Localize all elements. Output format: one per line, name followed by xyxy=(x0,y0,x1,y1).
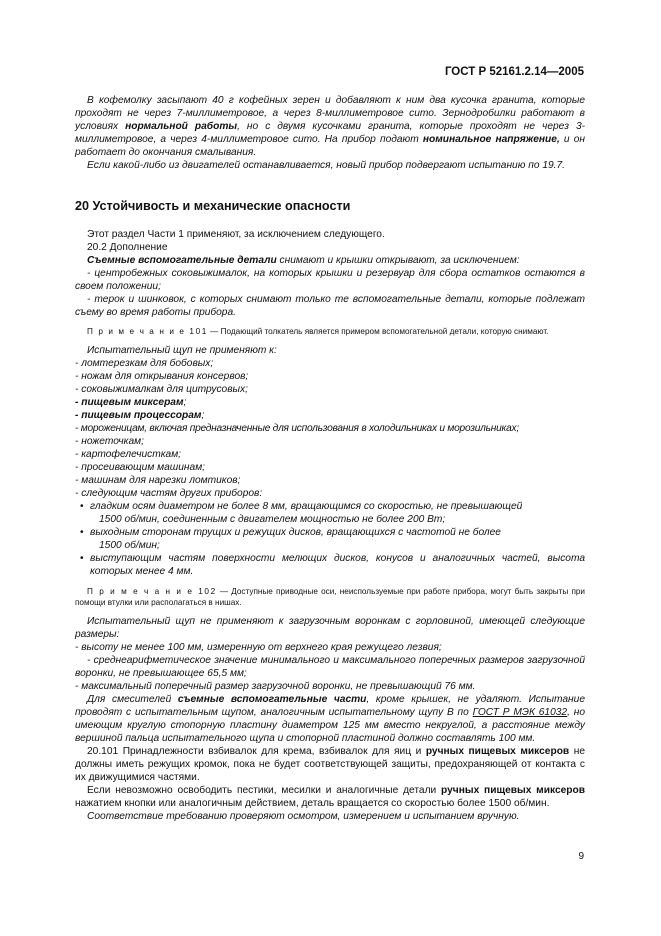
list-item: - ножам для открывания консервов; xyxy=(75,371,249,382)
term-food-processors: - пищевым процессорам xyxy=(75,410,202,421)
note-text: — Доступные приводные оси, неиспользуемые при работе прибора, могут быть закрыты при помощи втулки или располагаться в нишах. xyxy=(75,587,586,607)
bullet-icon: • xyxy=(80,527,84,538)
standard-reference-link[interactable]: ГОСТ Р МЭК 61032 xyxy=(472,707,568,718)
text-run: , кроме крышек, не удаляют. Испытание проводят с испытательным щупом, аналогичным испытательному щупу В по xyxy=(75,694,585,718)
note-label: П р и м е ч а н и е 102 xyxy=(87,587,217,596)
term-food-mixers: - пищевым миксерам xyxy=(75,397,184,408)
compliance-check: Соответствие требованию проверяют осмотром, измерением и испытанием вручную. xyxy=(87,811,520,822)
note-101 xyxy=(75,326,585,337)
note-102 xyxy=(75,586,585,608)
list-item: - картофелечисткам; xyxy=(75,449,182,460)
bullet-icon: • xyxy=(80,501,84,512)
text-run: , но имеющим круглую стопорную пластину диаметром 125 мм вместо некруглой, а расстояние между вершиной пальца испытательного щупа и стопорной пластиной должно составлять 100 мм. xyxy=(75,707,586,744)
bullet-icon: • xyxy=(80,553,84,564)
term-removable-parts: Съемные вспомогательные детали xyxy=(87,255,277,266)
list-item: - просеивающим машинам; xyxy=(75,462,206,473)
bullet-item xyxy=(75,500,585,526)
list-item: - мороженицам, включая предназначенные для использования в холодильниках и морозильниках; xyxy=(75,423,519,434)
list-item xyxy=(75,396,585,409)
exception-item: - терок и шинковок, с которых снимают только те вспомогательные детали, которые подлежат съему во время работы прибора. xyxy=(75,294,585,318)
term-normal-operation: нормальной работы xyxy=(125,121,238,132)
subsection-20-2: 20.2 Дополнение xyxy=(87,242,168,253)
page-number: 9 xyxy=(578,851,584,862)
exception-item: - центробежных соковыжималок, на которых крышки и резервуар для сбора остатков остаются в своем положении; xyxy=(75,268,585,292)
probe-intro: Испытательный щуп не применяют к: xyxy=(87,345,277,356)
list-item: - среднеарифметическое значение минимального и максимального поперечных размеров загрузочной воронки, не превышающее 65,5 мм; xyxy=(75,655,585,679)
removable-parts-paragraph xyxy=(75,254,585,267)
bullet-text: выступающим частям поверхности мелющих дисков, конусов и аналогичных частей, высота которых менее 4 мм. xyxy=(90,553,585,577)
list-item: - следующим частям других приборов: xyxy=(75,488,263,499)
bullet-text-continued: 1500 об/мин; xyxy=(99,540,160,551)
mixer-paragraph xyxy=(75,693,585,745)
text-run: 20.101 Принадлежности взбивалок для крема, взбивалок для яиц и xyxy=(87,746,426,757)
bullet-text: выходным сторонам трущих и режущих дисков, вращающихся с частотой не более xyxy=(90,527,501,538)
list-item: - соковыжималкам для цитрусовых; xyxy=(75,384,248,395)
standard-code-header: ГОСТ Р 52161.2.14—2005 xyxy=(444,66,584,78)
note-label: П р и м е ч а н и е 101 xyxy=(87,327,208,336)
text-run: нажатием кнопки или аналогичным действием, деталь вращается со скоростью более 1500 об/мин. xyxy=(75,798,550,809)
section-intro: Этот раздел Части 1 применяют, за исключением следующего. xyxy=(87,229,385,240)
term-removable-parts: съемные вспомогательные части xyxy=(177,694,367,705)
text-run: снимают и крышки открывают, за исключением: xyxy=(276,255,520,266)
text-run: Если невозможно освободить пестики, месилки и аналогичные детали xyxy=(87,785,442,796)
bullet-item xyxy=(75,526,585,552)
motor-stop-paragraph: Если какой-либо из двигателей останавливается, новый прибор подвергают испытанию по 19.7. xyxy=(87,160,565,171)
text-run: и он работает до окончания смалывания. xyxy=(75,134,585,158)
clause-20-101 xyxy=(75,745,585,784)
list-item: - машинам для нарезки ломтиков; xyxy=(75,475,241,486)
section-20 xyxy=(75,200,585,823)
text-run: , но с двумя кусочками гранита, которые проходят не через 3-миллиметровое, а через 4-миллиметровое сито. На прибор подают xyxy=(75,121,585,145)
release-paragraph xyxy=(75,784,585,810)
list-item xyxy=(75,409,585,422)
text-run: ; xyxy=(183,397,187,408)
top-paragraphs xyxy=(75,94,585,172)
note-text: — Подающий толкатель является примером вспомогательной детали, которую снимают. xyxy=(207,327,549,336)
text-run: В кофемолку засыпают 40 г кофейных зерен и добавляют к ним два кусочка гранита, которые проходят не через 7-миллиметровое, а через 8-миллиметровое сито. Зернодробилки работают в условиях xyxy=(75,95,585,132)
term-hand-mixers: ручных пищевых миксеров xyxy=(441,785,585,796)
list-item: - ломтерезкам для бобовых; xyxy=(75,358,214,369)
list-item: - высоту не менее 100 мм, измеренную от верхнего края режущего лезвия; xyxy=(75,642,442,653)
term-hand-mixers: ручных пищевых миксеров xyxy=(425,746,570,757)
bullet-text: гладким осям диаметром не более 8 мм, вращающимся со скоростью, не превышающей xyxy=(90,501,523,512)
list-item: - ножеточкам; xyxy=(75,436,144,447)
bullet-text-continued: 1500 об/мин, соединенным с двигателем мощностью не более 200 Вт; xyxy=(99,514,446,525)
funnel-intro: Испытательный щуп не применяют к загрузочным воронкам с горловиной, имеющей следующие размеры: xyxy=(75,616,585,640)
text-run: Для смесителей xyxy=(87,694,178,705)
bullet-item xyxy=(75,552,585,578)
coffee-mill-paragraph xyxy=(75,94,585,159)
term-rated-voltage: номинальное напряжение, xyxy=(422,134,560,145)
list-item: - максимальный поперечный размер загрузочной воронки, не превышающий 76 мм. xyxy=(75,681,476,692)
section-title: 20 Устойчивость и механические опасности xyxy=(75,199,351,213)
text-run: ; xyxy=(201,410,205,421)
text-run: не должны иметь режущих кромок, пока не будет соответствующей защиты, предохраняющей от контакта с их движущимися частями. xyxy=(75,746,586,783)
